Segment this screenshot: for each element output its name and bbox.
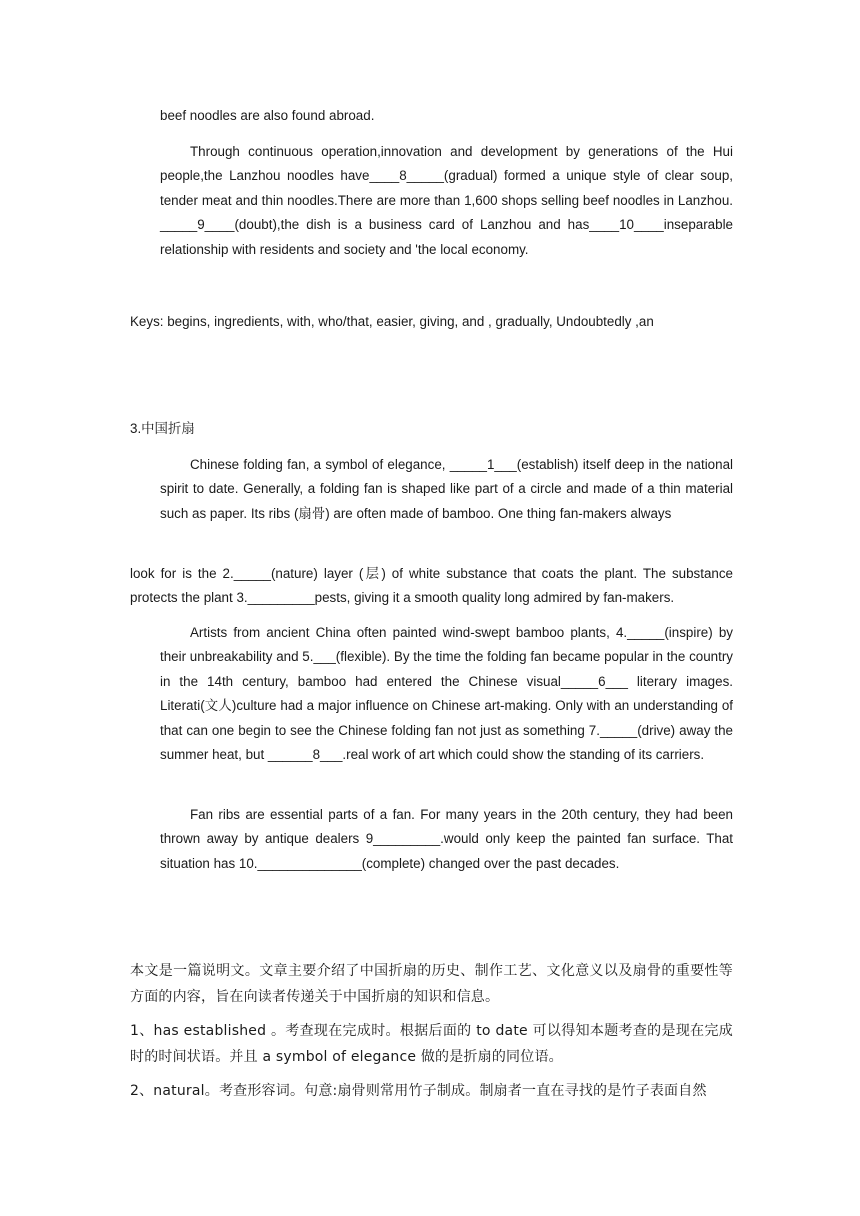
section-title-folding-fan: 3.中国折扇 — [130, 421, 195, 436]
fan-paragraph-2: Artists from ancient China often painted wind-swept bamboo plants, 4._____(inspire) by their unbreakability and 5.___(flexible). By the time the folding fan became popular in the country in the 14th century, bamboo had entered the Chinese visual_____6___ literary images. Literati(文人)culture had a major influence on Chinese art-making. Only with an understanding of that can one begin to see the Chinese folding fan not just as something 7._____(drive) away the summer heat, but ______8___.real work of art which could show the standing of its carriers. — [160, 625, 733, 763]
passage2-paragraph-lanzhou: Through continuous operation,innovation and development by generations of the Hui people,the Lanzhou noodles have____8_____(gradual) formed a unique style of clear soup, tender meat and thin noodles.There are more than 1,600 shops selling beef noodles in Lanzhou. _____9____(doubt),the dish is a business card of Lanzhou and has____10____inseparable relationship with residents and society and 'the local economy. — [160, 144, 733, 257]
analysis-item-2: 2、natural。考查形容词。句意:扇骨则常用竹子制成。制扇者一直在寻找的是竹子表面自然 — [130, 1083, 707, 1099]
fan-paragraph-3: Fan ribs are essential parts of a fan. For many years in the 20th century, they had been thrown away by antique dealers 9_________.would only keep the painted fan surface. That situation has 10.______________(complete) changed over the past decades. — [160, 807, 733, 871]
passage2-closing-line: beef noodles are also found abroad. — [160, 108, 375, 123]
fan-paragraph-1: Chinese folding fan, a symbol of elegance, _____1___(establish) itself deep in the national spirit to date. Generally, a folding fan is shaped like part of a circle and made of a thin material such as paper. Its ribs (扇骨) are often made of bamboo. One thing fan-makers always — [160, 457, 733, 521]
fan-paragraph-1-continued: look for is the 2._____(nature) layer (层) of white substance that coats the plant. The substance protects the plant 3._________pests, giving it a smooth quality long admired by fan-makers. — [130, 566, 733, 606]
answer-keys: Keys: begins, ingredients, with, who/that, easier, giving, and , gradually, Undoubtedly ,an — [130, 314, 654, 329]
analysis-summary: 本文是一篇说明文。文章主要介绍了中国折扇的历史、制作工艺、文化意义以及扇骨的重要性等方面的内容，旨在向读者传递关于中国折扇的知识和信息。 — [130, 963, 733, 1005]
analysis-item-1: 1、has established 。考查现在完成时。根据后面的 to date 可以得知本题考查的是现在完成时的时间状语。并且 a symbol of elegance 做的是折扇的同位语。 — [130, 1023, 733, 1065]
